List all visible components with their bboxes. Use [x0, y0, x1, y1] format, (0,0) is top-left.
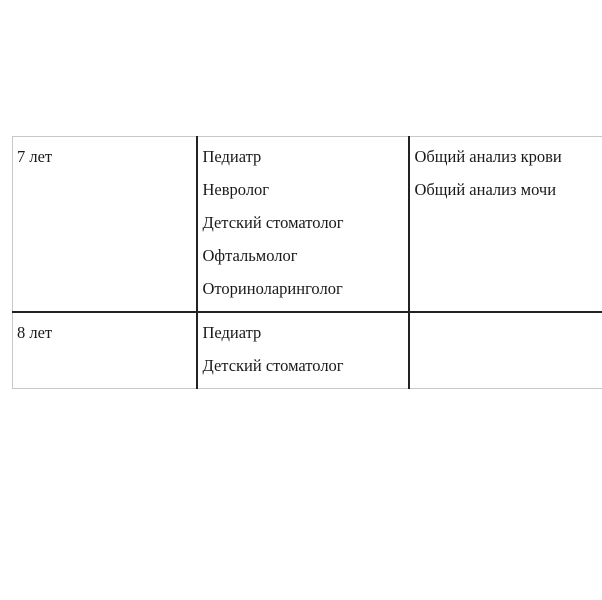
- doctor-item: Педиатр: [202, 147, 262, 166]
- doctor-item: Педиатр: [202, 323, 262, 342]
- doctor-item: Детский стоматолог: [202, 213, 344, 232]
- age-cell: [13, 137, 197, 313]
- age-cell: [13, 312, 197, 389]
- doctors-cell: [197, 312, 409, 389]
- doctor-item: Детский стоматолог: [202, 356, 344, 375]
- doctor-item: Оториноларинголог: [202, 279, 343, 298]
- doctor-item: Невролог: [202, 180, 270, 199]
- document-page: [12, 136, 602, 389]
- tests-cell: [409, 137, 602, 313]
- doctor-item: Офтальмолог: [202, 246, 298, 265]
- table-row: [13, 137, 602, 313]
- table-row: [13, 312, 602, 389]
- age-label: 7 лет: [17, 147, 53, 166]
- examination-schedule-table: [12, 136, 602, 389]
- test-item: Общий анализ крови: [414, 147, 562, 166]
- doctors-cell: [197, 137, 409, 313]
- tests-cell: [409, 312, 602, 389]
- age-label: 8 лет: [17, 323, 53, 342]
- test-item: Общий анализ мочи: [414, 180, 557, 199]
